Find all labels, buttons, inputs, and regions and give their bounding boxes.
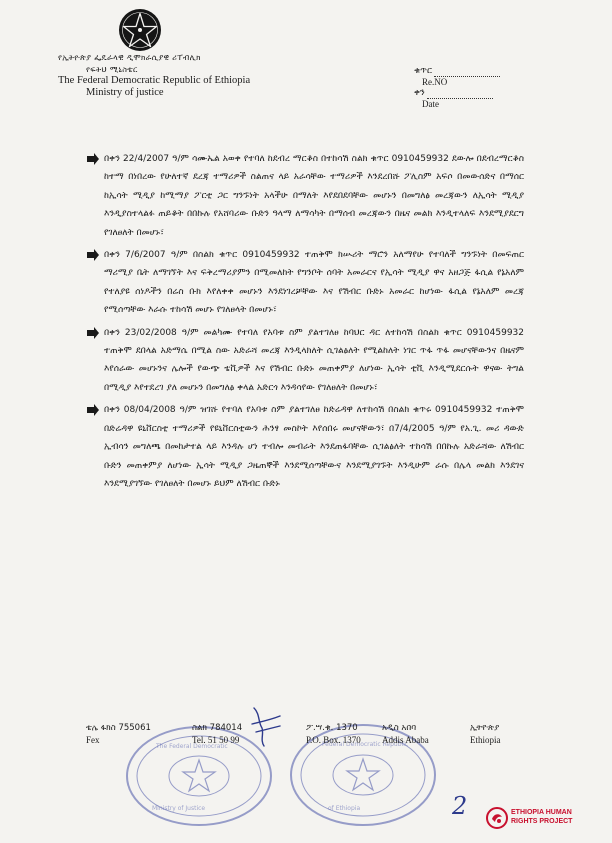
paragraph-3-text: በቀን 23/02/2008 ዓ/ም መልካሙ የተባለ የአባቱ ስም ያልተገለፀ ከባህር ዳር ለተከሳሽ በስልክ ቁጥር 0910459932 ተጠቅሞ ደበላል አድማሴ በሚል ስው አድራሻ መረጃ እንዲላክለት ሲገልፅለት የሚልከለት ነገር ጥፋ ጥፋ መሆናቸውንና በዜናም እየሰራው መሆኑንና ሌሎች የውጭ ቴቪዎች እና የሽብር ቡድኑ መጠቀምያ ለሆነው ኢሳት ቲቪ እንዲሚደርሱት ዋናው ትግል በሚዲያ እየተደረገ ያለ መሆኑን በመግለፅ ቀላል አድርጎ እንዳሳየው የገለፀለት በመሆኑ፣ [104,327,524,393]
country-amharic: ኢትዮጵያ [470,723,500,733]
page-number-handwritten: 2 [452,792,468,820]
pobox-english: P.O. Box. 1370 [306,735,361,745]
svg-text:The Federal Democratic: The Federal Democratic [156,743,228,750]
tel-number: 51 50 99 [207,735,240,745]
ref-number-blank [434,68,500,77]
country-english: Ethiopia [470,735,501,745]
date-label-amharic: ቀን [414,88,425,98]
ethiopia-emblem-icon [118,8,162,52]
org-name-english: The Federal Democratic Republic of Ethiopia [58,75,251,86]
footer-tel [192,722,242,746]
paragraph-1-text: በቀን 22/4/2007 ዓ/ም ሳሙኤል አወቀ የተባለ ከደብረ ማርቆስ በተከሳሽ ስልክ ቁጥር 0910459932 ደውሎ በደብረማርቆስ ከተማ በነበረው የሁለተኛ ደረጃ ተማሪዎች ስልጠና ላይ አራሳቸው ተማሪዎች እንደረበሹ ፖሊስም አፍሶ በመውሰድና በማሰር ከኢሳት ሚዲያ ከሚማያ ፖርቲ ጋር ግንኙነት አላችሁ በማለት እየደበደባቸው መሆኑን በመግለፅ መረጃውን ለኢሳት ሚዲያ እንዲያስተላልፉ ጠይቆት በበኩሉ የአሸባሪው ቡድን ዓላማ ለማሳካት በማሰብ መረጃውን በዜና መልክ እንዲተላለፍ እንደሚያደርግ የገለፀለት በመሆኑ፣ [104,154,524,238]
tel-number-amharic: 784014 [209,723,243,733]
date-blank [427,90,493,99]
paragraph-2-text: በቀን 7/6/2007 ዓ/ም በስልክ ቁጥር 0910459932 ተጠቅሞ ክሡሪት ማሮን አለማየሁ የተባለች ግንኙነት በመፍጠር ማሪሚያ ቤት ለማገኘት እና ፍቅረማሪያምን በሚመለከት የግንቦት ሰባት አመራርና የኢሳት ሚዲያ ዋና አዘጋጅ ፋሲል የኔአለም የተለያዩ ሰነዶችን በሬስ ቡክ እየለቀቀ መሆኑን እንደነገረቻቸው እና የሽብር ቡድኑ አመራር ከሆነው ፋሲል የኔአለም መረጃ የሚሰጣቸው እራሱ ተከሳሽ መሆኑ የገለፀላት በመሆኑ፣ [104,250,524,316]
ref-label-english: Re.NO [422,77,448,87]
letterhead-footer [86,722,526,748]
ehrp-logo [486,806,590,830]
ministry-name-english: Ministry of justice [86,86,164,98]
ehrp-name-line2: RIGHTS PROJECT [511,817,573,825]
city-english: Addis Ababa [382,735,429,745]
fax-number: 755061 [118,723,151,733]
paragraph-1 [86,150,524,242]
tel-label-amharic: ስልክ [192,723,207,733]
reference-block [414,66,500,110]
paragraph-4 [86,401,524,493]
ehrp-name-line1: ETHIOPIA HUMAN [511,809,572,816]
footer-country [470,722,501,746]
fax-label-english: Fex [86,735,100,745]
svg-text:Federal Democratic Republic: Federal Democratic Republic [322,741,409,748]
arrow-bullet-icon [86,401,100,419]
fax-label-amharic: ቴሌ ፋክስ [86,723,116,733]
ehrp-logo-icon [486,807,508,829]
city-amharic: አዲስ አበባ [382,723,417,733]
svg-text:Ministry of Justice: Ministry of Justice [152,805,206,812]
ministry-name-amharic: የፍትህ ሚኒስቴር [86,64,138,74]
footer-pobox [306,722,361,746]
footer-city [382,722,429,746]
date-label-english: Date [422,99,439,109]
org-name-amharic: የኢትዮጵያ ፌዴራላዊ ዲሞክራሲያዊ ሪፐብሊክ [58,53,201,62]
tel-label-english: Tel. [192,735,206,745]
letter-body [86,150,524,497]
paragraph-2 [86,246,524,320]
arrow-bullet-icon [86,246,100,264]
pobox-label-amharic: ፖ.ሣ.ቁ. [306,723,334,733]
ehrp-name [511,809,591,826]
footer-fax [86,722,151,746]
svg-text:of Ethiopia: of Ethiopia [328,805,361,812]
pobox-number-amharic: 1370 [336,723,358,733]
letterhead-organization [58,52,250,98]
arrow-bullet-icon [86,150,100,168]
ref-label-amharic: ቁጥር [414,66,432,76]
paragraph-3 [86,324,524,398]
paragraph-4-text: በቀን 08/04/2008 ዓ/ም ዝገሹ የተባለ የአባቱ ስም ያልተገለፀ ከድሬዳዋ ለተከሳሽ በስልክ ቁጥሩ 0910459932 ተጠቅሞ በድሬዳዋ ዩኒቨርስቲ ተማሪዎች የዩኒቨርስቲውን ሕንፃ መስኮት እየሰበሩ መሆናቸውን፣ በ7/4/2005 ዓ/ም የአ.ጊ. መሪ ዳውድ ኢብሳን መግለጫ በመከታተል ላይ እንዳሉ ሆነ ተብሎ መብራት እንደጠፋባቸው ሲገልፅለት ተከሳሽ በበኩሉ አድራሻው ለሽብር ቡድን መጠቀምያ ለሆነው ኢሳት ሚዲያ ጋዜጠኞች እንደሚሰጣቸውና እንደሚያገኙት እንዲሁም ራሱ በሌላ መልክ እንደገና እንደሚያገኘው የገለፀለት በመሆኑ ይህም ለሽብር ቡድኑ [104,405,524,489]
arrow-bullet-icon [86,324,100,342]
